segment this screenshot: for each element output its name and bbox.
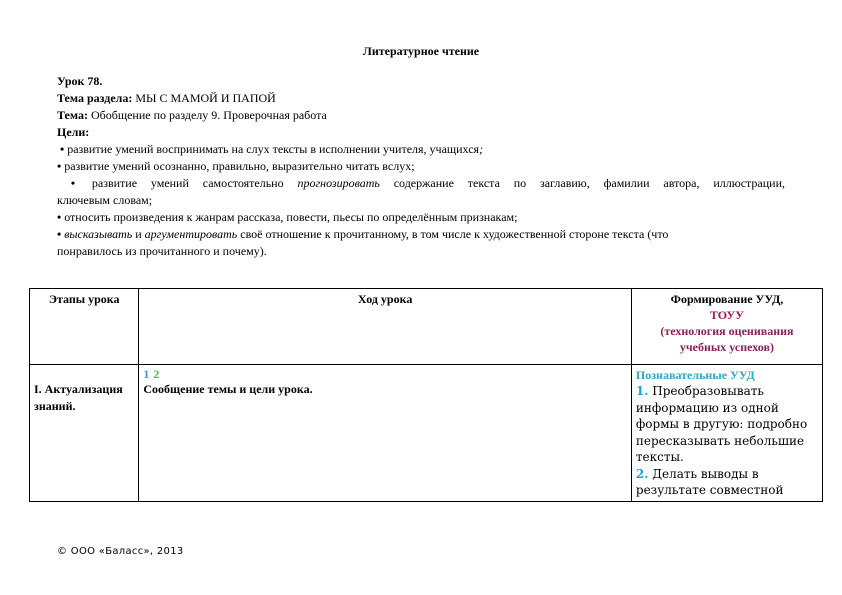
bullet-icon: • (60, 142, 65, 156)
goals-label: Цели: (57, 125, 90, 139)
cell-stage (30, 365, 139, 502)
lesson-header (57, 73, 785, 260)
uud-item (636, 383, 818, 466)
lesson-number: Урок 78. (57, 74, 103, 88)
goal-item (57, 175, 785, 209)
goal-text: относить произведения к жанрам рассказа, повести, пьесы по определённым признакам; (64, 210, 518, 224)
goals-list (57, 141, 785, 260)
header-uud-label: Формирование УУД, (670, 292, 784, 306)
lesson-table (29, 288, 823, 502)
uud-item-text: Преобразовывать информацию из одной формы в другую: подробно пересказывать небольшие тексты. (635, 384, 808, 464)
goal-text: содержание текста по заглавию, фамилии автора, иллюстрации, (393, 176, 786, 190)
slide-number-1: 1 (143, 367, 150, 381)
goal-text: своё отношение к прочитанному, в том числе к художественной стороне текста (что (240, 227, 669, 241)
uud-item-number: 2. (635, 466, 649, 481)
cell-uud (631, 365, 822, 502)
header-ttou: ТОУУ (709, 308, 744, 322)
goal-text: развитие умений воспринимать на слух тексты в исполнении учителя, учащихся (67, 142, 480, 156)
topic-label: Тема: (57, 108, 88, 122)
slide-numbers (143, 367, 627, 381)
goal-item (57, 209, 785, 226)
goal-text: развитие умений самостоятельно (91, 176, 284, 190)
goal-italic: высказывать (64, 227, 133, 241)
uud-title: Познавательные УУД (635, 368, 755, 382)
header-course: Ход урока (139, 289, 632, 365)
table-row (30, 365, 823, 502)
header-uud (631, 289, 822, 365)
header-stages: Этапы урока (30, 289, 139, 365)
goal-item (57, 226, 785, 260)
cell-course (139, 365, 632, 502)
topic-value: Обобщение по разделу 9. Проверочная работа (90, 108, 327, 122)
page-title: Литературное чтение (362, 44, 480, 58)
bullet-icon: • (57, 159, 62, 173)
section-line (57, 90, 785, 107)
course-step: Сообщение темы и цели урока. (143, 382, 313, 396)
goal-continuation: понравилось из прочитанного и почему). (57, 244, 267, 258)
goal-italic: прогнозировать (297, 176, 380, 190)
table-header-row (30, 289, 823, 365)
copyright-footer: © ООО «Баласс», 2013 (57, 546, 184, 557)
goal-text: развитие умений осознанно, правильно, выразительно читать вслух; (64, 159, 415, 173)
bullet-icon: • (57, 210, 62, 224)
uud-item-number: 1. (635, 384, 649, 398)
goal-italic: аргументировать (144, 227, 238, 241)
topic-line (57, 107, 785, 124)
goal-item (57, 158, 785, 175)
uud-item (636, 466, 818, 499)
goal-continuation: ключевым словам; (57, 193, 153, 207)
goal-text-end: ; (479, 142, 484, 156)
bullet-icon: • (70, 176, 76, 190)
slide-number-2: 2 (153, 367, 160, 381)
goal-text: и (135, 227, 142, 241)
section-label: Тема раздела: (57, 91, 133, 105)
uud-item-text: Делать выводы в результате совместной (635, 466, 784, 497)
goal-item (57, 141, 785, 158)
header-ttou-desc: (технология оценивания учебных успехов) (660, 324, 794, 354)
bullet-icon: • (57, 227, 62, 241)
section-value: МЫ С МАМОЙ И ПАПОЙ (135, 91, 276, 105)
stage-name: I. Актуализация знаний. (34, 382, 123, 413)
